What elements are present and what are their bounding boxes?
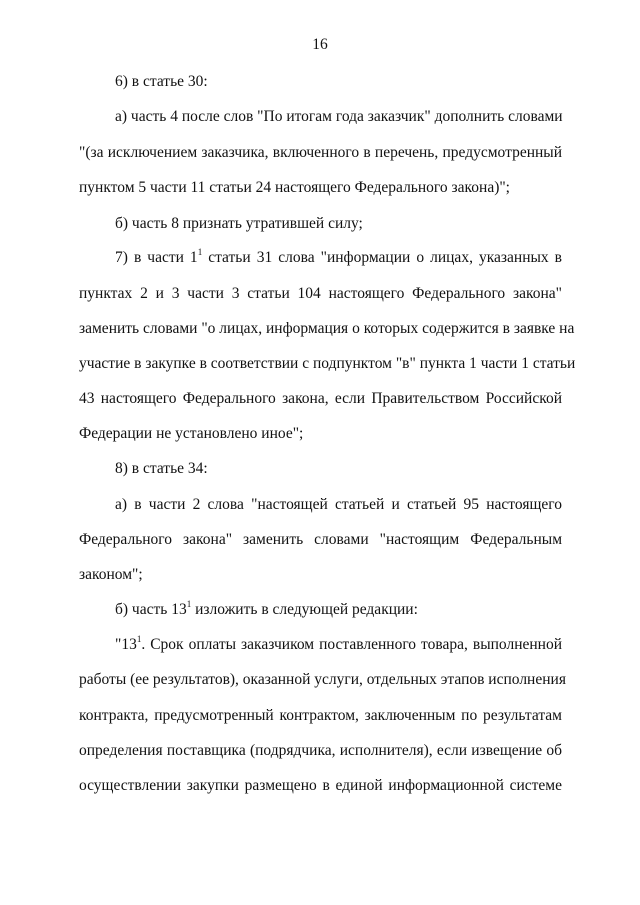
superscript: 1 — [186, 598, 192, 609]
paragraph-line — [115, 600, 562, 620]
text-run: 7) в части 1 — [115, 249, 198, 266]
text-run: б) часть 13 — [115, 601, 187, 618]
text-run: статьи 31 слова "информации о лицах, указанных в — [202, 249, 562, 266]
paragraph-line — [115, 248, 562, 268]
paragraph-line: пунктом 5 части 11 статьи 24 настоящего Федерального закона)"; — [79, 179, 510, 196]
paragraph-line: законом"; — [79, 566, 143, 583]
superscript: 1 — [136, 633, 142, 644]
paragraph-line: осуществлении закупки размещено в единой информационной системе — [79, 777, 562, 794]
paragraph-line: Федерации не установлено иное"; — [79, 425, 304, 442]
paragraph-line — [115, 635, 562, 655]
paragraph-line: а) в части 2 слова "настоящей статьей и статьей 95 настоящего — [115, 496, 562, 513]
paragraph-line: б) часть 8 признать утратившей силу; — [115, 215, 363, 232]
superscript: 1 — [197, 246, 203, 257]
paragraph-line: 43 настоящего Федерального закона, если Правительством Российской — [79, 390, 562, 407]
paragraph-line: работы (ее результатов), оказанной услуги, отдельных этапов исполнения — [79, 671, 566, 688]
paragraph-line: Федерального закона" заменить словами "настоящим Федеральным — [79, 531, 562, 548]
paragraph-line: 6) в статье 30: — [115, 73, 208, 90]
paragraph-line: "(за исключением заказчика, включенного в перечень, предусмотренный — [79, 144, 562, 161]
paragraph-line: участие в закупке в соответствии с подпунктом "в" пункта 1 части 1 статьи — [79, 355, 576, 372]
paragraph-line: определения поставщика (подрядчика, исполнителя), если извещение об — [79, 742, 562, 759]
text-run: . Срок оплаты заказчиком поставленного товара, выполненной — [141, 636, 562, 653]
paragraph-line: заменить словами "о лицах, информация о которых содержится в заявке на — [79, 320, 575, 337]
text-run: "13 — [115, 636, 137, 653]
text-run: изложить в следующей редакции: — [191, 601, 418, 618]
paragraph-line: контракта, предусмотренный контрактом, заключенным по результатам — [79, 707, 562, 724]
paragraph-line: 8) в статье 34: — [115, 460, 208, 477]
paragraph-line: пунктах 2 и 3 части 3 статьи 104 настоящего Федерального закона" — [79, 285, 562, 302]
page-number: 16 — [312, 36, 328, 53]
paragraph-line: а) часть 4 после слов "По итогам года заказчик" дополнить словами — [115, 108, 563, 125]
